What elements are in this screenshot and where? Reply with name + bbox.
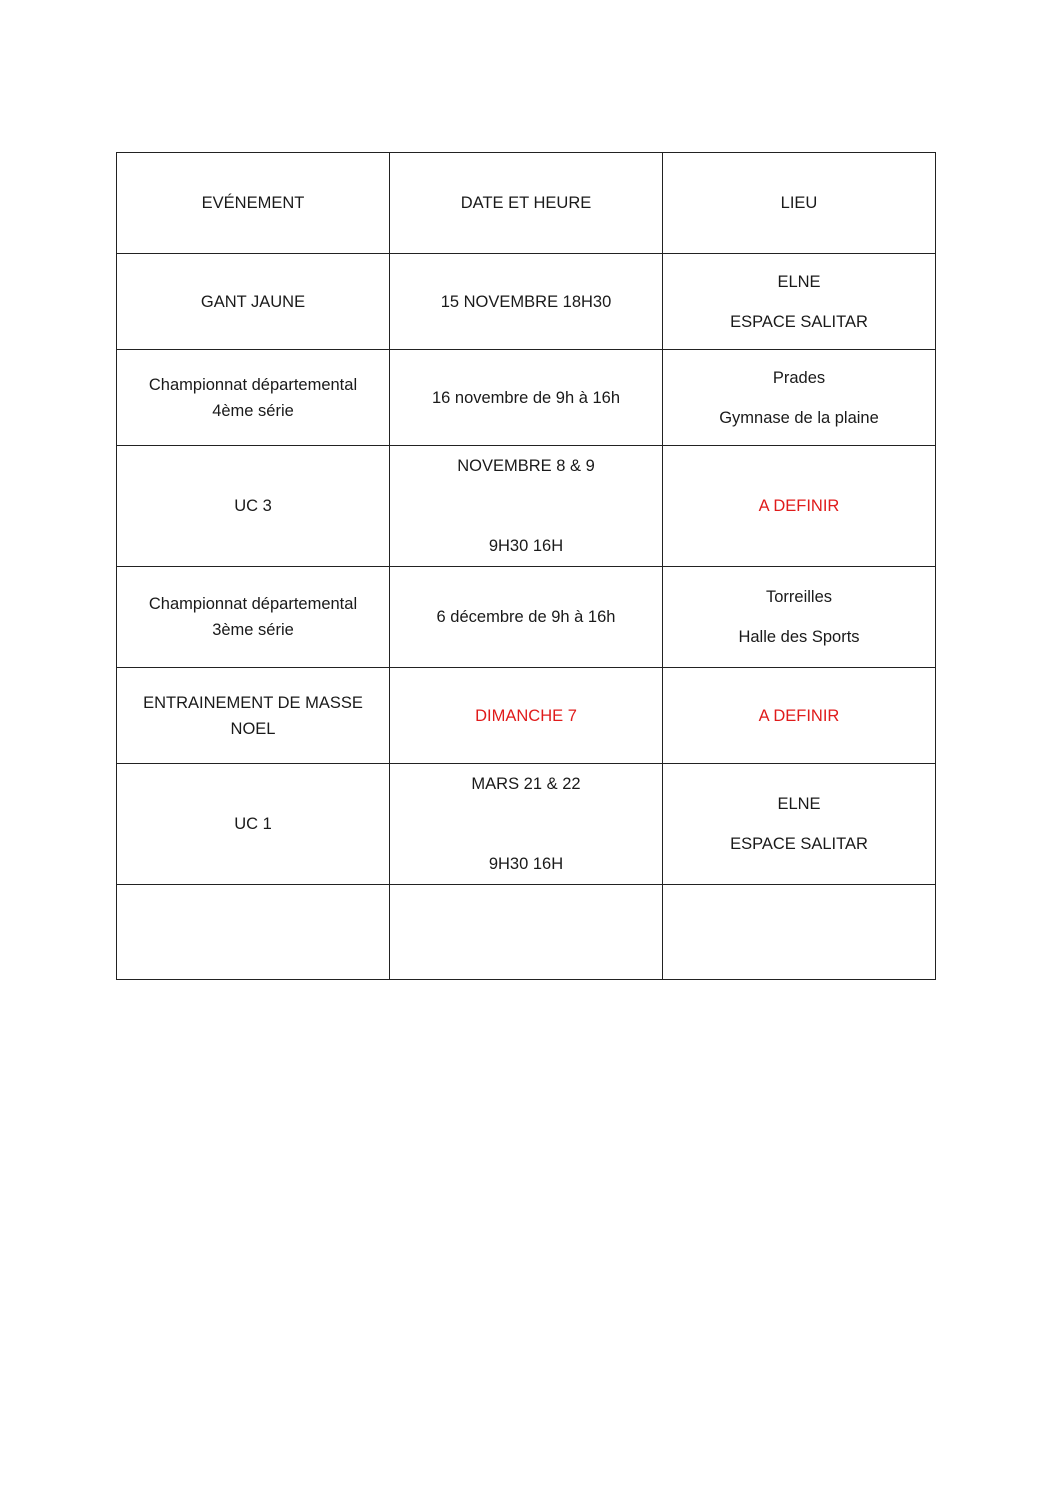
date-cell (390, 446, 663, 567)
date-cell (390, 885, 663, 980)
event-cell (117, 446, 390, 567)
table-row (117, 350, 936, 446)
place-cell (663, 350, 936, 446)
date-cell (390, 567, 663, 668)
event-cell (117, 668, 390, 764)
place-tbd: A DEFINIR (758, 706, 840, 725)
date-text: NOVEMBRE 8 & 9 (457, 457, 595, 475)
place-cell (663, 567, 936, 668)
event-subtitle: NOEL (230, 719, 276, 738)
table-row (117, 764, 936, 885)
table-row (117, 668, 936, 764)
event-cell (117, 567, 390, 668)
place-city: ELNE (777, 272, 821, 291)
place-city: Torreilles (765, 588, 833, 606)
place-cell (663, 668, 936, 764)
event-cell (117, 350, 390, 446)
place-city: ELNE (777, 795, 821, 813)
header-event: EVÉNEMENT (117, 153, 390, 254)
place-venue: ESPACE SALITAR (730, 312, 868, 331)
event-name: UC 1 (234, 815, 272, 833)
date-cell (390, 668, 663, 764)
event-name: Championnat départemental (148, 595, 358, 613)
place-cell (663, 254, 936, 350)
place-venue: ESPACE SALITAR (730, 835, 868, 853)
place-cell (663, 885, 936, 980)
event-name: Championnat départemental (148, 375, 358, 394)
event-cell (117, 885, 390, 980)
place-venue: Gymnase de la plaine (719, 408, 879, 427)
date-text: DIMANCHE 7 (475, 706, 577, 725)
header-place: LIEU (663, 153, 936, 254)
header-date: DATE ET HEURE (390, 153, 663, 254)
date-cell (390, 254, 663, 350)
place-cell (663, 764, 936, 885)
date-cell (390, 764, 663, 885)
header-row (117, 153, 936, 254)
date-text: MARS 21 & 22 (471, 775, 581, 793)
time-text: 9H30 16H (488, 855, 564, 873)
date-text: 15 NOVEMBRE 18H30 (440, 292, 612, 311)
table-row (117, 254, 936, 350)
date-text: 16 novembre de 9h à 16h (431, 388, 621, 407)
event-name: UC 3 (234, 497, 272, 515)
table-row-empty (117, 885, 936, 980)
schedule-table (116, 152, 936, 980)
place-tbd: A DEFINIR (758, 497, 840, 515)
event-cell (117, 254, 390, 350)
time-text: 9H30 16H (488, 537, 564, 555)
date-text: 6 décembre de 9h à 16h (436, 608, 616, 626)
event-subtitle: 4ème série (212, 401, 294, 420)
table-row (117, 567, 936, 668)
place-venue: Halle des Sports (738, 628, 860, 646)
table-row (117, 446, 936, 567)
event-cell (117, 764, 390, 885)
date-cell (390, 350, 663, 446)
place-cell (663, 446, 936, 567)
place-city: Prades (772, 368, 826, 387)
event-subtitle: 3ème série (212, 621, 294, 639)
event-name: ENTRAINEMENT DE MASSE (143, 693, 363, 712)
event-name: GANT JAUNE (200, 292, 306, 311)
